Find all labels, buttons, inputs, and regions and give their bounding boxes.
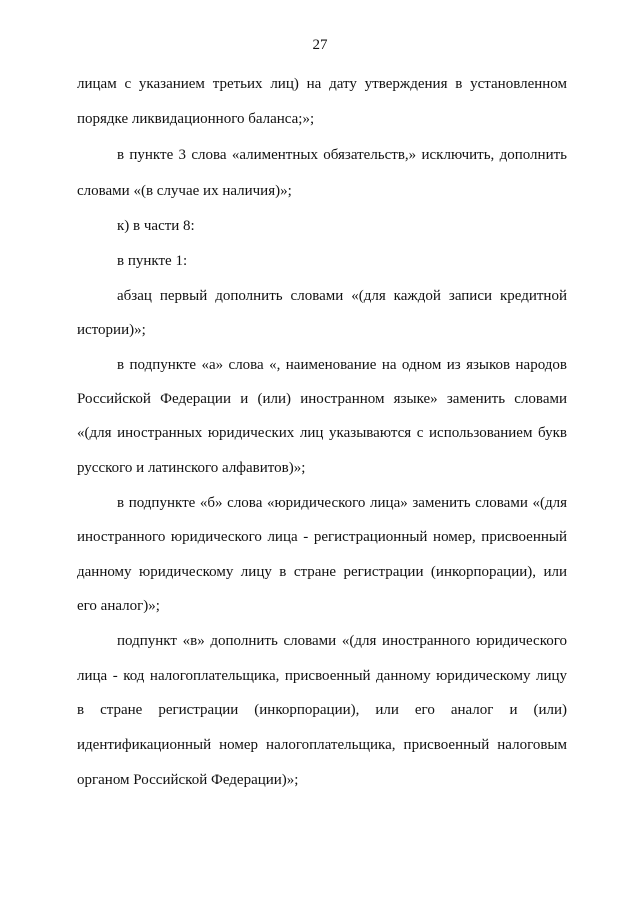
- text-line: лица - код налогоплательщика, присвоенный данному юридическому лицу: [77, 668, 567, 684]
- text-line: Российской Федерации и (или) иностранном языке» заменить словами: [77, 391, 567, 407]
- text-line: лицам с указанием третьих лиц) на дату утверждения в установленном: [77, 76, 567, 92]
- text-line: русского и латинского алфавитов)»;: [77, 460, 306, 476]
- text-line: «(для иностранных юридических лиц указываются с использованием букв: [77, 425, 567, 441]
- text-line: в стране регистрации (инкорпорации), или его аналог и (или): [77, 702, 567, 718]
- text-line: в подпункте «а» слова «, наименование на одном из языков народов: [117, 357, 567, 373]
- text-line: в пункте 1:: [117, 253, 188, 269]
- text-line: в подпункте «б» слова «юридического лица» заменить словами «(для: [117, 495, 567, 511]
- text-line: словами «(в случае их наличия)»;: [77, 183, 292, 199]
- text-line: его аналог)»;: [77, 598, 160, 614]
- text-line: абзац первый дополнить словами «(для каждой записи кредитной: [117, 288, 567, 304]
- text-line: подпункт «в» дополнить словами «(для иностранного юридического: [117, 633, 567, 649]
- text-line: идентификационный номер налогоплательщика, присвоенный налоговым: [77, 737, 567, 753]
- text-line: в пункте 3 слова «алиментных обязательств,» исключить, дополнить: [117, 147, 567, 163]
- text-line: иностранного юридического лица - регистрационный номер, присвоенный: [77, 529, 567, 545]
- text-line: порядке ликвидационного баланса;»;: [77, 111, 315, 127]
- text-line: истории)»;: [77, 322, 146, 338]
- text-line: органом Российской Федерации)»;: [77, 772, 299, 788]
- page-number: 27: [312, 37, 328, 53]
- text-line: к) в части 8:: [117, 218, 195, 234]
- text-line: данному юридическому лицу в стране регистрации (инкорпорации), или: [77, 564, 567, 580]
